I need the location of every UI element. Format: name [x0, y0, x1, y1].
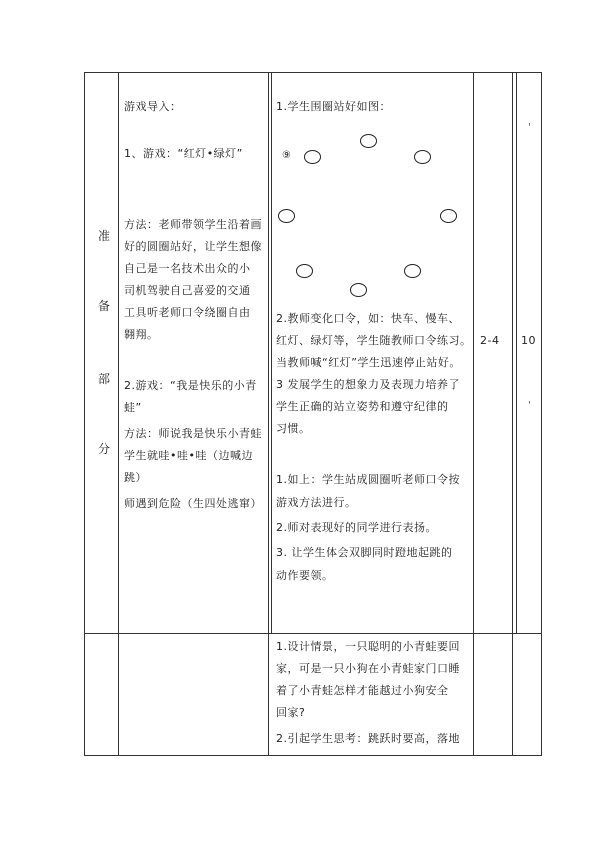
- col3-item: 2.教师变化口令，如：快车、慢车、: [276, 312, 460, 325]
- row2-line: 回家?: [276, 706, 306, 719]
- student-circle-icon: [304, 150, 321, 164]
- method2-line: 方法：师说我是快乐小青蛙: [124, 427, 262, 440]
- student-circle-icon: [350, 283, 367, 297]
- item1-text: 1.学生围圈站好如图：: [276, 100, 391, 113]
- method2-line: 师遇到危险（生四处逃窜）: [124, 497, 262, 510]
- col-divider-4: [512, 72, 513, 756]
- method1-line: 自己是一名技术出众的小: [124, 262, 251, 275]
- col-divider-2a: [268, 72, 269, 756]
- method1-line: 司机驾驶自己喜爱的交通: [124, 284, 251, 297]
- student-circle-icon: [296, 264, 313, 278]
- student-circle-icon: [440, 209, 457, 223]
- row2-line: 1.设计情景，一只聪明的小青蛙要回: [276, 640, 460, 653]
- col3-item2: 游戏方法进行。: [276, 496, 357, 509]
- col3-item: 3 发展学生的想象力及表现力培养了: [276, 378, 460, 391]
- game1-title: 1、游戏：“红灯•绿灯”: [124, 147, 243, 160]
- student-circle-icon: [360, 134, 377, 148]
- col3-item: 红灯、绿灯等，学生随教师口令练习。: [276, 334, 472, 347]
- col3-item2: 2.师对表现好的同学进行表扬。: [276, 521, 437, 534]
- col3-item2: 3. 让学生体会双脚同时蹬地起跳的: [276, 546, 453, 559]
- game2-title: 2.游戏：“我是快乐的小青: [124, 379, 257, 392]
- col3-item: 当教师喊“红灯”学生迅速停止站好。: [276, 356, 461, 369]
- tick-mark: ': [528, 400, 531, 411]
- row2-line: 2.引起学生思考：跳跃时要高，落地: [276, 732, 460, 745]
- student-circle-icon: [404, 264, 421, 278]
- method1-line: 好的圆圈站好，让学生想像: [124, 240, 262, 253]
- table-left-border: [84, 72, 85, 756]
- col3-item: 学生正确的站立姿势和遵守纪律的: [276, 400, 449, 413]
- game2-title: 蛙”: [124, 401, 142, 414]
- method2-line: 学生就哇•哇•哇（边喊边: [124, 449, 253, 462]
- student-circle-icon: [278, 209, 295, 223]
- method1-line: 方法：老师带领学生沿着画: [124, 218, 262, 231]
- tick-mark: ': [528, 122, 531, 133]
- col-divider-2b: [271, 72, 272, 633]
- method2-line: 跳）: [124, 471, 147, 484]
- intro-heading: 游戏导入：: [124, 100, 182, 113]
- row2-line: 着了小青蛙怎样才能越过小狗安全: [276, 684, 449, 697]
- section-char-3: 部: [97, 372, 110, 386]
- method1-line: 翱翔。: [124, 328, 159, 341]
- col-divider-3: [473, 72, 474, 756]
- time-value: 2-4: [480, 334, 500, 347]
- col3-item2: 动作要领。: [276, 569, 334, 582]
- section-char-2: 备: [97, 299, 110, 313]
- col-divider-5: [516, 72, 517, 633]
- table-right-border: [541, 72, 542, 756]
- row2-line: 家，可是一只小狗在小青蛙家门口睡: [276, 662, 460, 675]
- method1-line: 工具听老师口令绕圈自由: [124, 306, 251, 319]
- circle-number-badge: ⑨: [282, 150, 291, 161]
- col-divider-1: [118, 72, 119, 756]
- count-value: 10: [521, 334, 536, 347]
- section-char-4: 分: [97, 442, 110, 456]
- section-char-1: 准: [97, 229, 110, 243]
- col3-item2: 1.如上：学生站成圆圈听老师口令按: [276, 473, 460, 486]
- student-circle-icon: [414, 150, 431, 164]
- col3-item: 习惯。: [276, 422, 311, 435]
